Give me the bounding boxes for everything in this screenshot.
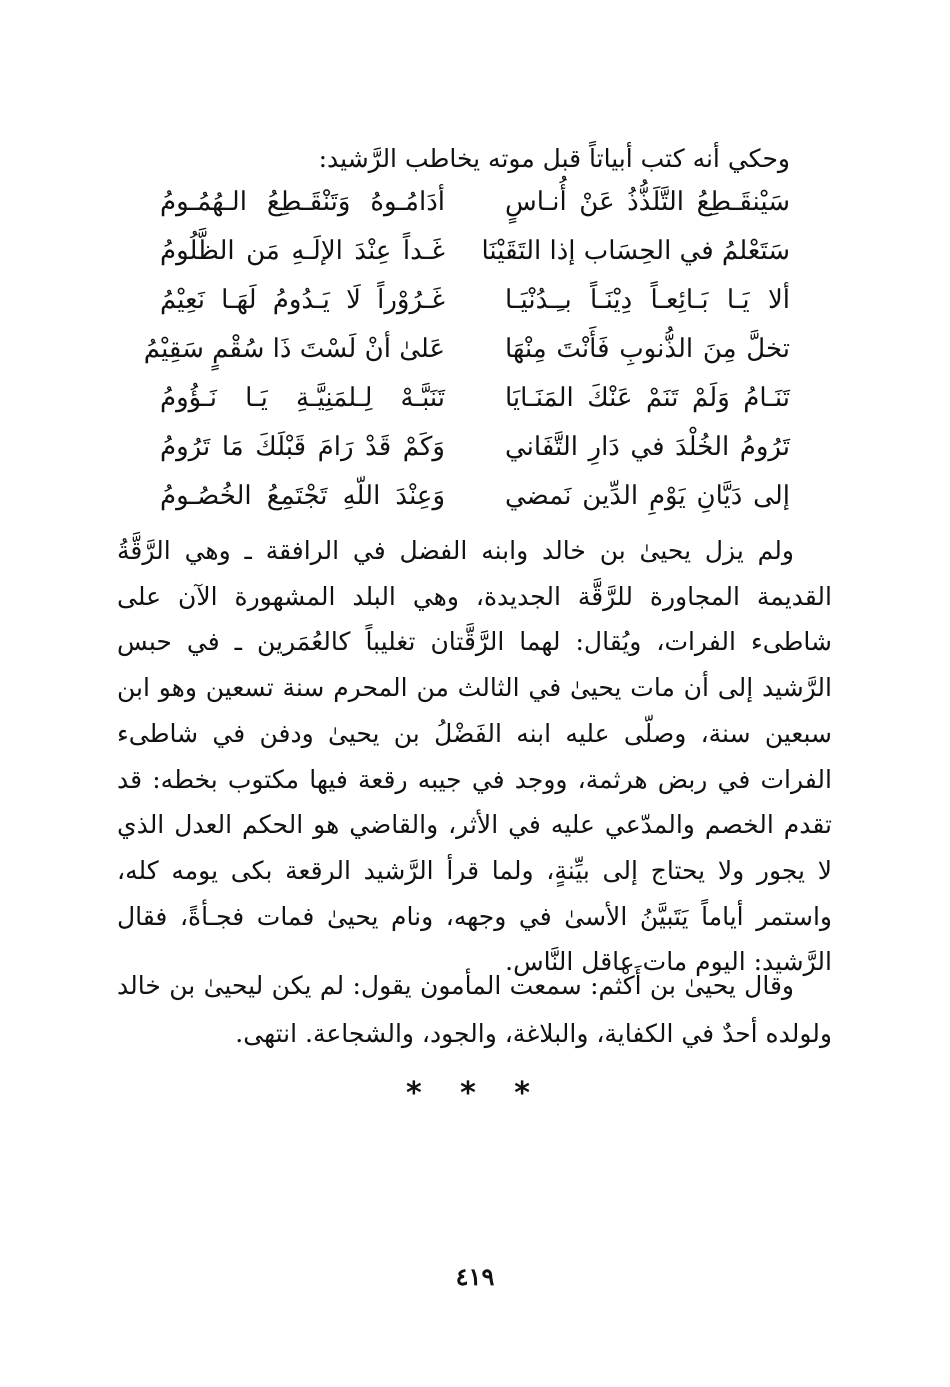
verse-first-hemistich: تَرُومُ الخُلْدَ في دَارِ التَّفَاني (505, 432, 790, 462)
poem-verse (160, 227, 790, 276)
poem-verse (160, 374, 790, 423)
intro-line: وحكي أنه كتب أبياتاً قبل موته يخاطب الرَّشيد: (318, 144, 790, 173)
verse-first-hemistich: تَنَـامُ وَلَمْ تَنَمْ عَنْكَ المَنَـايَا (505, 383, 790, 413)
body-paragraph: ولم يزل يحيىٰ بن خالد وابنه الفضل في الرافقة ـ وهي الرَّقَّةُ القديمة المجاورة للرَّقَّة الجديدة، وهي البلد المشهورة الآن على شاطىء الفرات، ويُقال: لهما الرَّقَّتان تغليباً كالعُمَرين ـ في حبس الرَّشيد إلى أن مات يحيىٰ في الثالث من المحرم سنة تسعين وهو ابن سبعين سنة، وصلّى عليه ابنه الفَضْلُ بن يحيىٰ ودفن في شاطىء الفرات في ربض هرثمة، ووجد في جيبه رقعة فيها مكتوب بخطه: قد تقدم الخصم والمدّعي عليه في الأثر، والقاضي هو الحكم العدل الذي لا يجور ولا يحتاج إلى بيِّنةٍ، ولما قرأ الرَّشيد الرقعة بكى يومه كله، واستمر أياماً يَتَبيَّنُ الأسىٰ في وجهه، ونام يحيىٰ فمات فجـأةً، فقال الرَّشيد: اليوم مات عاقل النَّاس. (117, 536, 832, 977)
verse-second-hemistich: تَنَبَّـهْ لِـلمَنِيَّـةِ يَـا نَـؤُومُ (160, 383, 445, 413)
verse-first-hemistich: ألا يَـا بَـائِعـاً دِيْنَـاً بـِـدُنْيَـا (505, 285, 790, 315)
poem-verse (160, 423, 790, 472)
poem-verse (143, 325, 790, 374)
poem-verse (160, 178, 790, 227)
verse-first-hemistich: تخلَّ مِنَ الذُّنوبِ فَأَنْتَ مِنْهَا (505, 334, 790, 364)
poem (143, 178, 790, 523)
verse-second-hemistich: أدَامُـوهُ وَتَنْقَـطِعُ الـهُمُـومُ (160, 187, 445, 217)
verse-second-hemistich: غَـداً عِنْدَ الإلَـهِ مَن الظَّلُومُ (160, 236, 445, 266)
body-paragraph: وقال يحيىٰ بن أَكْثم: سمعت المأمون يقول: لم يكن ليحيىٰ بن خالد ولولده أحدٌ في الكفاية، والبلاغة، والجود، والشجاعة. انتهى. (117, 971, 832, 1048)
verse-second-hemistich: وَعِنْدَ اللّهِ تَجْتَمِعُ الخُصُـومُ (160, 481, 445, 511)
verse-first-hemistich: سَيْنقَـطِعُ التَّلَذُّذُ عَنْ أُنـاسٍ (505, 187, 790, 217)
section-separator: * * * (406, 1076, 544, 1111)
poem-verse (160, 472, 790, 521)
verse-first-hemistich: إلى دَيَّانِ يَوْمِ الدِّين نَمضي (505, 481, 790, 511)
verse-first-hemistich: سَتَعْلمُ في الحِسَاب إذا التَقَيْنَا (481, 236, 790, 266)
poem-verse (160, 276, 790, 325)
verse-second-hemistich: عَلىٰ أنْ لَسْتَ ذَا سُقْمٍ سَقِيْمُ (143, 334, 445, 364)
page-number: ٤١٩ (455, 1262, 495, 1291)
verse-second-hemistich: غَـرُوْراً لَا يَـدُومُ لَهَـا نَعِيْمُ (160, 285, 445, 315)
verse-second-hemistich: وَكَمْ قَدْ رَامَ قَبْلَكَ مَا تَرُومُ (160, 432, 445, 462)
